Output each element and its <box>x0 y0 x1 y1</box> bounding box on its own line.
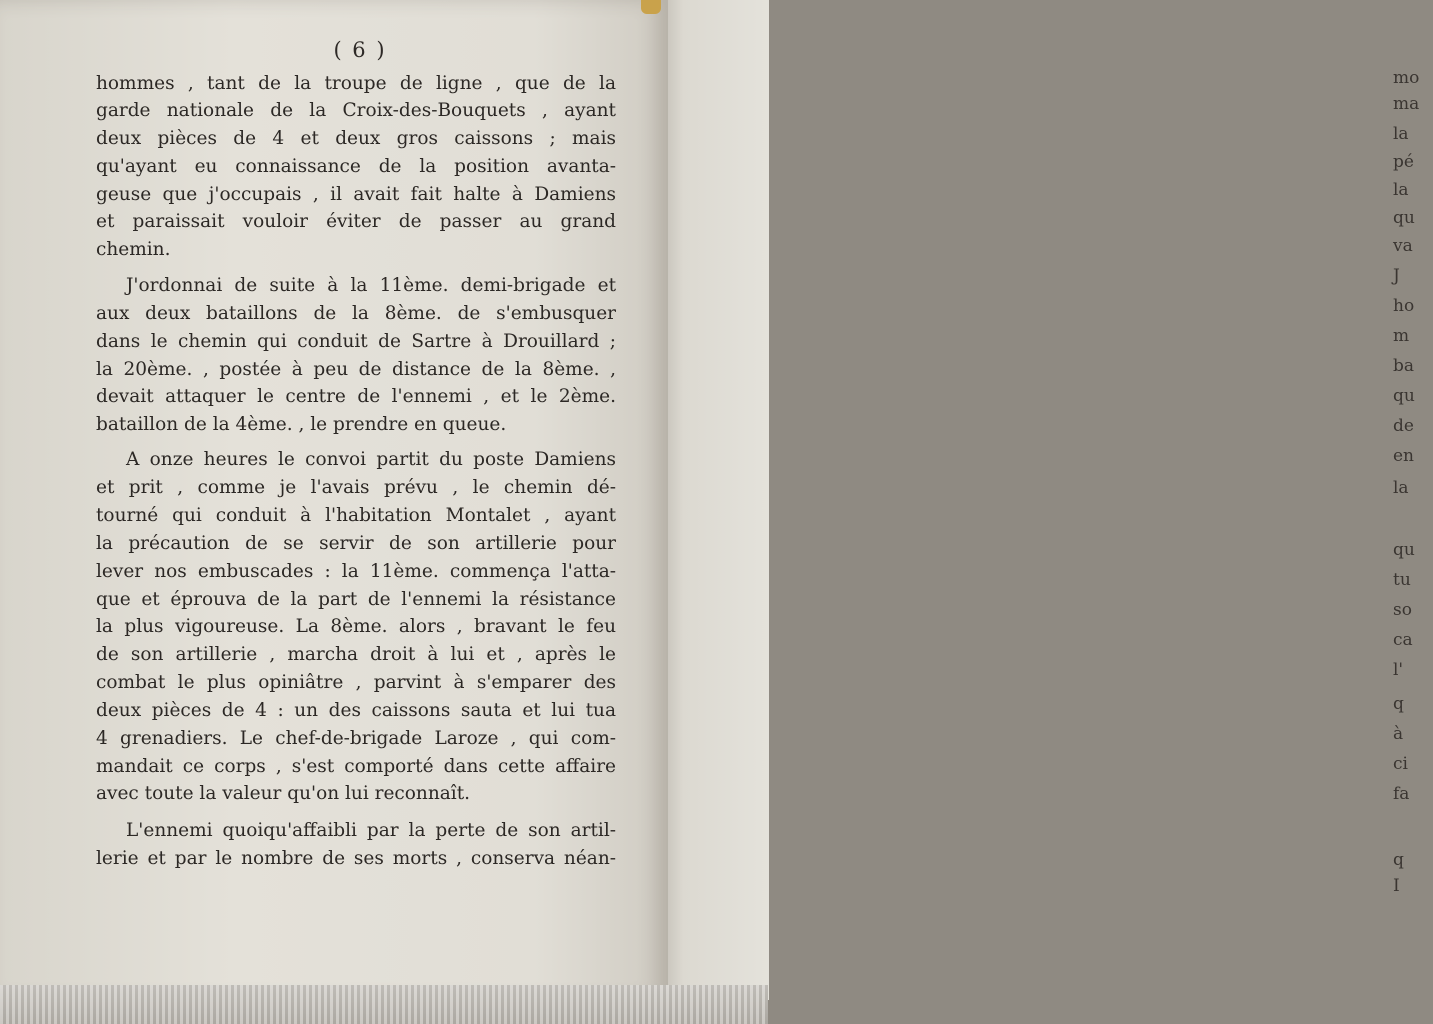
text-line: deux pièces de 4 : un des caissons sauta et lui tua <box>96 700 616 721</box>
text-line: et paraissait vouloir éviter de passer au grand <box>96 211 616 232</box>
facing-page-fragment: la <box>1393 180 1409 200</box>
facing-page-fragment: ho <box>1393 296 1415 316</box>
facing-page-fragment: la <box>1393 124 1409 144</box>
text-line: deux pièces de 4 et deux gros caissons ; mais <box>96 128 616 149</box>
facing-page-fragment: la <box>1393 478 1409 498</box>
facing-page-fragment: à <box>1393 724 1404 744</box>
facing-page-fragment: ba <box>1393 356 1415 376</box>
text-line: que et éprouva de la part de l'ennemi la résistance <box>96 589 616 610</box>
facing-page-fragment: l' <box>1393 660 1404 680</box>
text-line: la 20ème. , postée à peu de distance de la 8ème. , <box>96 359 616 380</box>
text-line: chemin. <box>96 239 171 260</box>
facing-page-fragment: va <box>1393 236 1413 256</box>
text-line: 4 grenadiers. Le chef-de-brigade Laroze , qui com- <box>96 728 616 749</box>
text-line: lever nos embuscades : la 11ème. commença l'atta- <box>96 561 616 582</box>
facing-page-fragment: fa <box>1393 784 1410 804</box>
facing-page-fragment: ma <box>1393 94 1420 114</box>
facing-page-fragment: J <box>1393 266 1400 286</box>
facing-page-fragment: qu <box>1393 386 1415 406</box>
text-line: tourné qui conduit à l'habitation Montalet , ayant <box>96 505 616 526</box>
page-number: ( 6 ) <box>333 38 387 62</box>
text-line: L'ennemi quoiqu'affaibli par la perte de son artil- <box>126 820 616 841</box>
text-line: de son artillerie , marcha droit à lui et , après le <box>96 644 616 665</box>
text-line: avec toute la valeur qu'on lui reconnaît. <box>96 783 471 804</box>
facing-page <box>654 0 1420 1000</box>
text-line: garde nationale de la Croix-des-Bouquets , ayant <box>96 100 616 121</box>
facing-page-fragment: pé <box>1393 152 1414 172</box>
facing-page-fragment: de <box>1393 416 1414 436</box>
text-line: aux deux bataillons de la 8ème. de s'embusquer <box>96 303 616 324</box>
facing-page-fragment: so <box>1393 600 1412 620</box>
facing-page-fragment: I <box>1393 876 1400 896</box>
table-cloth <box>0 985 768 1024</box>
facing-page-fragment: qu <box>1393 208 1415 228</box>
text-line: dans le chemin qui conduit de Sartre à Drouillard ; <box>96 331 616 352</box>
facing-page-fragment: q <box>1393 694 1404 714</box>
text-line: lerie et par le nombre de ses morts , conserva néan- <box>96 848 616 869</box>
text-line: J'ordonnai de suite à la 11ème. demi-brigade et <box>126 275 616 296</box>
text-line: A onze heures le convoi partit du poste Damiens <box>126 449 616 470</box>
text-line: la précaution de se servir de son artillerie pour <box>96 533 616 554</box>
text-line: bataillon de la 4ème. , le prendre en queue. <box>96 414 507 435</box>
book-page <box>0 0 668 1000</box>
text-line: hommes , tant de la troupe de ligne , que de la <box>96 73 616 94</box>
facing-page-fragment: ci <box>1393 754 1408 774</box>
text-line: la plus vigoureuse. La 8ème. alors , bravant le feu <box>96 616 616 637</box>
facing-page-fragment: qu <box>1393 540 1415 560</box>
facing-page-fragment: mo <box>1393 68 1420 88</box>
text-line: qu'ayant eu connaissance de la position avanta- <box>96 156 616 177</box>
text-line: mandait ce corps , s'est comporté dans cette affaire <box>96 756 616 777</box>
text-line: geuse que j'occupais , il avait fait halte à Damiens <box>96 184 616 205</box>
text-line: combat le plus opiniâtre , parvint à s'emparer des <box>96 672 616 693</box>
binding-edge <box>641 0 661 14</box>
facing-page-fragment: q <box>1393 850 1404 870</box>
text-line: devait attaquer le centre de l'ennemi , et le 2ème. <box>96 386 616 407</box>
facing-page-fragment: tu <box>1393 570 1411 590</box>
text-line: et prit , comme je l'avais prévu , le chemin dé- <box>96 477 616 498</box>
facing-page-fragment: ca <box>1393 630 1413 650</box>
facing-page-fragment: m <box>1393 326 1410 346</box>
facing-page-fragment: en <box>1393 446 1415 466</box>
